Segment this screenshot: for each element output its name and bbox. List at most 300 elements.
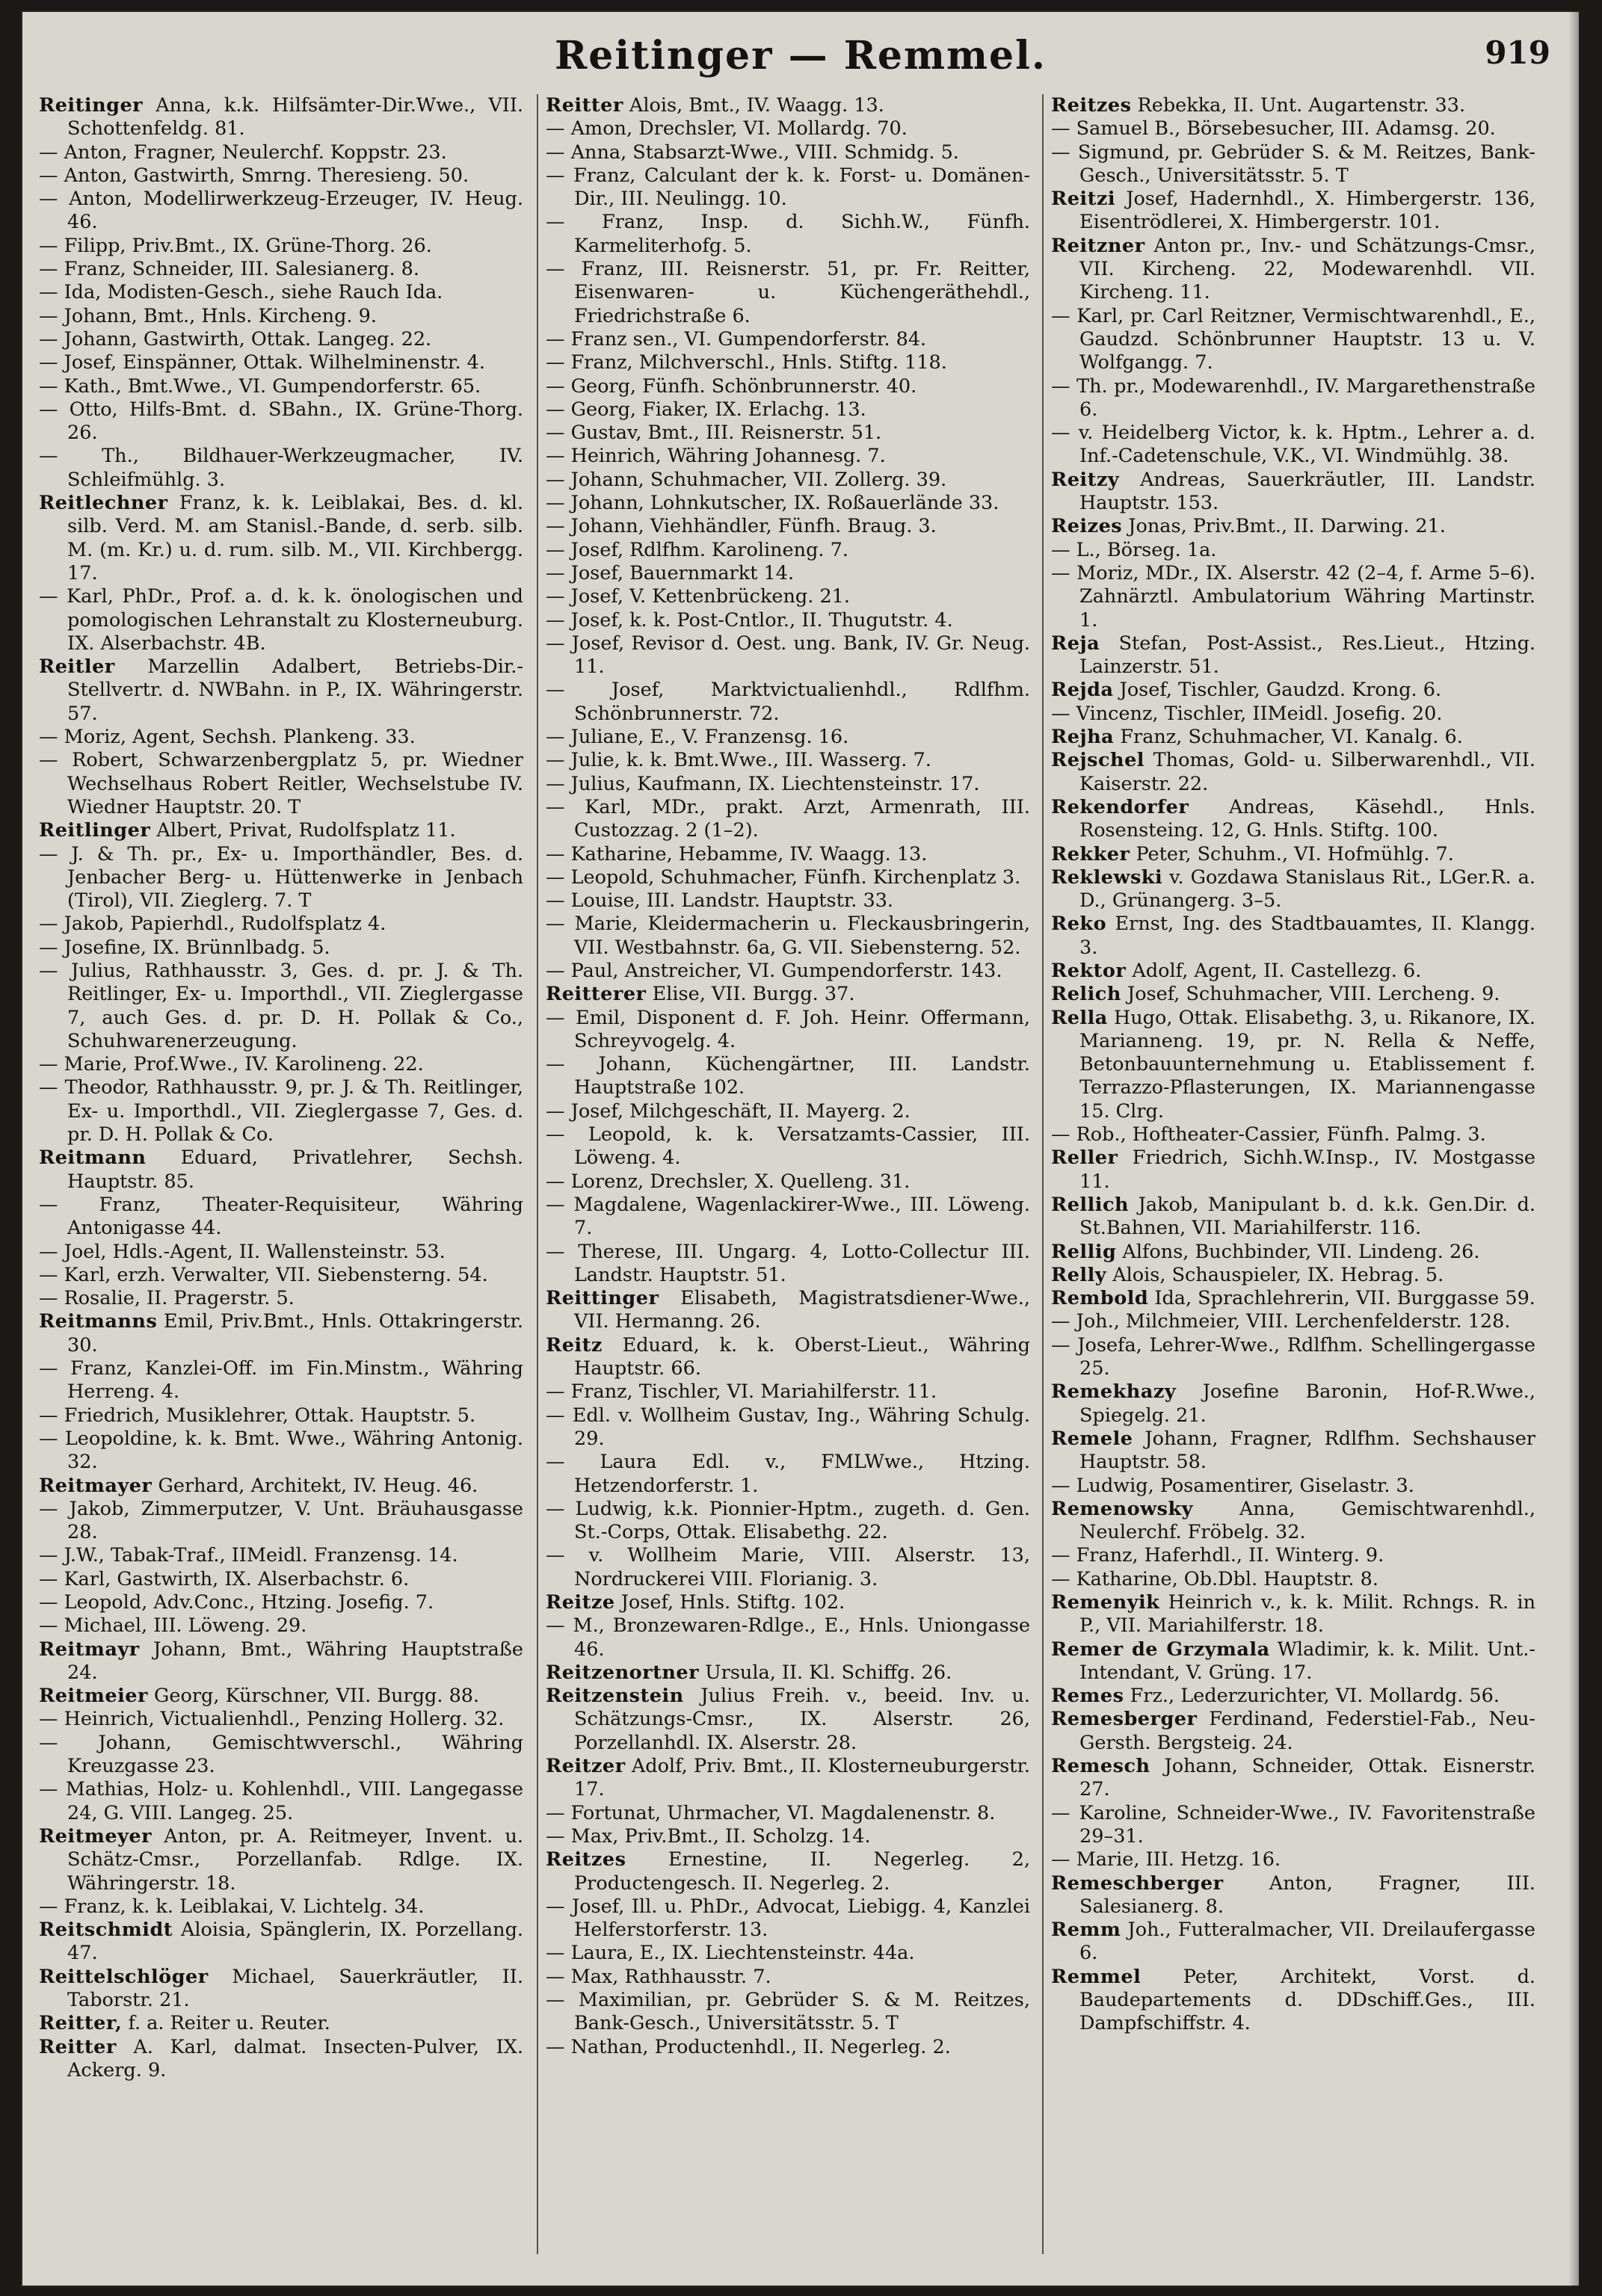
directory-entry: [1051, 305, 1535, 375]
entry-details: — Michael, III. Löweng. 29.: [39, 1614, 307, 1638]
entry-details: — Georg, Fiaker, IX. Erlachg. 13.: [546, 398, 866, 421]
entry-details: — Karl, PhDr., Prof. a. d. k. k. önologischen und pomologischen Lehranstalt zu Klosterneuburg. IX. Alserbachstr. 4B.: [39, 585, 523, 655]
directory-entry: [546, 1989, 1030, 2036]
entry-details: — Josef, V. Kettenbrückeng. 21.: [546, 585, 851, 608]
column-1: [39, 94, 523, 2082]
directory-entry: [39, 1498, 523, 1545]
entry-surname: Reller: [1051, 1147, 1118, 1170]
entry-details: — Jakob, Zimmerputzer, V. Unt. Bräuhausgasse 28.: [39, 1497, 523, 1544]
entry-surname: Remeschberger: [1051, 1871, 1224, 1895]
directory-entry: [1051, 1123, 1535, 1147]
directory-entry: [39, 819, 523, 842]
entry-details: — Marie, III. Hetzg. 16.: [1051, 1848, 1281, 1871]
entry-details: Heinrich v., k. k. Milit. Rchngs. R. in P., VII. Mariahilferstr. 18.: [1079, 1591, 1535, 1638]
directory-entry: [546, 328, 1030, 351]
directory-entry: [546, 398, 1030, 422]
directory-entry: [39, 1076, 523, 1147]
entry-surname: Reitlechner: [39, 492, 168, 515]
entry-details: — Franz, Haferhdl., II. Winterg. 9.: [1051, 1544, 1384, 1567]
directory-entry: [39, 328, 523, 351]
directory-entry: [1051, 469, 1535, 516]
directory-entry: [39, 960, 523, 1053]
entry-details: — Amon, Drechsler, VI. Mollardg. 70.: [546, 117, 908, 141]
directory-entry: [1051, 1591, 1535, 1638]
directory-entry: [546, 889, 1030, 913]
directory-entry: [39, 1357, 523, 1404]
entry-details: — Franz, III. Reisnerstr. 51, pr. Fr. Reitter, Eisenwaren- u. Küchengeräthehdl., Friedrichstraße 6.: [546, 258, 1030, 327]
entry-surname: Reitzner: [1051, 234, 1145, 257]
directory-entry: [1051, 866, 1535, 913]
entry-details: — Marie, Prof.Wwe., IV. Karolineng. 22.: [39, 1053, 424, 1076]
entry-details: — Therese, III. Ungarg. 4, Lotto-Collectur III. Landstr. Hauptstr. 51.: [546, 1240, 1030, 1286]
entry-surname: Remele: [1051, 1427, 1133, 1450]
entry-details: Josef, Schuhmacher, VIII. Lercheng. 9.: [1121, 983, 1500, 1006]
directory-entry: [39, 235, 523, 258]
entry-details: — Nathan, Productenhdl., II. Negerleg. 2.: [546, 2035, 951, 2058]
entry-details: — Johann, Lohnkutscher, IX. Roßauerlände 33.: [546, 492, 999, 515]
page-header: [21, 27, 1580, 87]
entry-details: Albert, Privat, Rudolfsplatz 11.: [150, 819, 456, 842]
directory-entry: [546, 141, 1030, 164]
directory-entry: [39, 913, 523, 936]
entry-details: — Otto, Hilfs-Bmt. d. SBahn., IX. Grüne-Thorg. 26.: [39, 398, 523, 445]
directory-entry: [1051, 117, 1535, 141]
entry-details: Rebekka, II. Unt. Augartenstr. 33.: [1131, 94, 1466, 117]
directory-entry: [39, 258, 523, 281]
directory-entry: [1051, 1475, 1535, 1498]
entry-details: — Franz, Kanzlei-Off. im Fin.Minstm., Währing Herreng. 4.: [39, 1357, 523, 1404]
entry-details: A. Karl, dalmat. Insecten-Pulver, IX. Ackerg. 9.: [67, 2035, 523, 2081]
directory-entry: [1051, 1544, 1535, 1567]
directory-entry: [1051, 983, 1535, 1006]
entry-details: Elisabeth, Magistratsdiener-Wwe., VII. Hermanng. 26.: [574, 1287, 1030, 1333]
directory-entry: [39, 164, 523, 188]
directory-entry: [546, 983, 1030, 1006]
directory-entry: [39, 1685, 523, 1708]
entry-details: — v. Heidelberg Victor, k. k. Hptm., Lehrer a. d. Inf.-Cadetenschule, V.K., VI. Windmühlg. 38.: [1051, 422, 1535, 468]
directory-entry: [1051, 1708, 1535, 1755]
entry-details: Adolf, Agent, II. Castellezg. 6.: [1126, 959, 1422, 982]
directory-entry: [546, 1053, 1030, 1100]
directory-entry: [546, 632, 1030, 679]
entry-details: — Franz, Milchverschl., Hnls. Stiftg. 118.: [546, 351, 947, 374]
entry-details: — Robert, Schwarzenbergplatz 5, pr. Wiedner Wechselhaus Robert Reitler, Wechselstube IV. Wiedner Hauptstr. 20. T: [39, 749, 523, 818]
entry-details: Alfons, Buchbinder, VII. Lindeng. 26.: [1116, 1240, 1480, 1263]
entry-details: Aloisia, Spänglerin, IX. Porzellang. 47.: [67, 1919, 523, 1965]
entry-surname: Reitinger: [39, 94, 144, 117]
entry-details: — Georg, Fünfh. Schönbrunnerstr. 40.: [546, 374, 917, 398]
entry-surname: Remer de Grzymala: [1051, 1638, 1270, 1661]
directory-entry: [39, 1241, 523, 1264]
directory-entry: [1051, 141, 1535, 188]
directory-entry: [39, 843, 523, 913]
directory-entry: [546, 562, 1030, 585]
directory-entry: [546, 469, 1030, 492]
directory-entry: [546, 1802, 1030, 1825]
entry-details: — v. Wollheim Marie, VIII. Alserstr. 13, Nordruckerei VIII. Florianig. 3.: [546, 1544, 1030, 1590]
directory-entry: [546, 515, 1030, 538]
entry-details: Alois, Schauspieler, IX. Hebrag. 5.: [1106, 1263, 1444, 1286]
entry-details: — Josef, Bauernmarkt 14.: [546, 561, 795, 584]
directory-entry: [546, 258, 1030, 328]
entry-details: — Karl, MDr., prakt. Arzt, Armenrath, III. Custozzag. 2 (1–2).: [546, 795, 1030, 842]
directory-entry: [39, 726, 523, 749]
entry-details: f. a. Reiter u. Reuter.: [122, 2012, 330, 2035]
directory-entry: [1051, 1310, 1535, 1333]
page-title: Reitinger — Remmel.: [555, 33, 1047, 78]
entry-details: — Moriz, MDr., IX. Alserstr. 42 (2–4, f. Arme 5–6). Zahnärztl. Ambulatorium Währing Martinstr. 1.: [1051, 561, 1535, 632]
entry-details: — Vincenz, Tischler, IIMeidl. Josefig. 20.: [1051, 702, 1443, 725]
entry-details: Marzellin Adalbert, Betriebs-Dir.-Stellvertr. d. NWBahn. in P., IX. Währingerstr. 57.: [67, 655, 523, 725]
entry-surname: Reitmayr: [39, 1638, 140, 1661]
directory-entry: [39, 1147, 523, 1194]
entry-details: — Fortunat, Uhrmacher, VI. Magdalenenstr. 8.: [546, 1801, 996, 1824]
entry-details: Franz, Schuhmacher, VI. Kanalg. 6.: [1114, 726, 1463, 749]
directory-entry: [1051, 1498, 1535, 1545]
directory-entry: [1051, 1685, 1535, 1708]
directory-entry: [546, 1895, 1030, 1942]
entry-surname: Reitzer: [546, 1755, 626, 1778]
directory-entry: [39, 1919, 523, 1966]
entry-details: Ernestine, II. Negerleg. 2, Productengesch. II. Negerleg. 2.: [574, 1848, 1030, 1895]
entry-details: — Sigmund, pr. Gebrüder S. & M. Reitzes, Bank-Gesch., Universitätsstr. 5. T: [1051, 141, 1535, 187]
directory-entry: [546, 796, 1030, 843]
directory-entry: [39, 1475, 523, 1498]
entry-details: — Laura, E., IX. Liechtensteinstr. 44a.: [546, 1942, 915, 1965]
directory-entry: [1051, 1264, 1535, 1287]
entry-surname: Reklewski: [1051, 865, 1163, 889]
entry-details: Johann, Schneider, Ottak. Eisnerstr. 27.: [1079, 1755, 1535, 1801]
directory-entry: [1051, 1802, 1535, 1849]
entry-details: — Paul, Anstreicher, VI. Gumpendorferstr. 143.: [546, 959, 1002, 982]
entry-surname: Remes: [1051, 1685, 1124, 1708]
directory-entry: [1051, 796, 1535, 843]
directory-entry: [39, 1264, 523, 1287]
entry-surname: Rella: [1051, 1006, 1108, 1029]
directory-entry: [546, 1404, 1030, 1451]
entry-details: — Josef, Einspänner, Ottak. Wilhelminenstr. 4.: [39, 351, 485, 374]
entry-details: — Johann, Bmt., Hnls. Kircheng. 9.: [39, 304, 377, 327]
directory-entry: [39, 1708, 523, 1731]
directory-entry: [546, 94, 1030, 117]
entry-details: — Karoline, Schneider-Wwe., IV. Favoritenstraße 29–31.: [1051, 1801, 1535, 1848]
directory-entry: [546, 726, 1030, 749]
entry-surname: Reitter: [39, 2035, 117, 2058]
entry-details: — Anton, Modellirwerkzeug-Erzeuger, IV. Heug. 46.: [39, 188, 523, 234]
entry-details: — Th. pr., Modewarenhdl., IV. Margarethenstraße 6.: [1051, 374, 1535, 421]
directory-entry: [546, 1380, 1030, 1404]
entry-surname: Reitzenortner: [546, 1661, 700, 1684]
entry-details: Elise, VII. Burgg. 37.: [646, 983, 855, 1006]
entry-surname: Remekhazy: [1051, 1380, 1177, 1404]
directory-entry: [39, 1825, 523, 1895]
entry-details: — Josef, Ill. u. PhDr., Advocat, Liebigg. 4, Kanzlei Helferstorferstr. 13.: [546, 1895, 1030, 1942]
entry-details: — Lorenz, Drechsler, X. Quelleng. 31.: [546, 1170, 911, 1193]
directory-entry: [1051, 1194, 1535, 1241]
entry-details: — Heinrich, Victualienhdl., Penzing Hollerg. 32.: [39, 1708, 505, 1731]
entry-surname: Remenyik: [1051, 1591, 1160, 1614]
directory-entry: [39, 1895, 523, 1919]
entry-details: — Jakob, Papierhdl., Rudolfsplatz 4.: [39, 913, 386, 936]
entry-details: — Johann, Gastwirth, Ottak. Langeg. 22.: [39, 327, 432, 351]
directory-entry: [1051, 913, 1535, 960]
entry-surname: Reitze: [546, 1591, 615, 1614]
entry-details: — Katharine, Hebamme, IV. Waagg. 13.: [546, 842, 928, 865]
entry-details: Josefine Baronin, Hof-R.Wwe., Spiegelg. 21.: [1079, 1380, 1535, 1427]
directory-entry: [1051, 562, 1535, 632]
directory-entry: [546, 1966, 1030, 1989]
entry-details: Thomas, Gold- u. Silberwarenhdl., VII. Kaiserstr. 22.: [1079, 749, 1535, 795]
directory-entry: [546, 1614, 1030, 1661]
directory-entry: [546, 1007, 1030, 1054]
entry-details: — Rob., Hoftheater-Cassier, Fünfh. Palmg. 3.: [1051, 1123, 1486, 1147]
directory-entry: [546, 609, 1030, 632]
directory-entry: [1051, 188, 1535, 235]
entry-surname: Reko: [1051, 913, 1107, 936]
column-divider: [537, 94, 538, 2254]
entry-details: Ernst, Ing. des Stadtbauamtes, II. Klangg. 3.: [1079, 913, 1535, 959]
entry-details: Hugo, Ottak. Elisabethg. 3, u. Rikanore, IX. Marianneng. 19, pr. N. Rella & Neffe, Betonbauunternehmung u. Etablissement f. Terrazzo-Pflasterungen, IX. Mariannengasse 15. Clrg.: [1079, 1006, 1535, 1123]
entry-details: — Heinrich, Währing Johannesg. 7.: [546, 445, 886, 468]
entry-details: Joh., Futteralmacher, VII. Dreilaufergasse 6.: [1079, 1919, 1535, 1965]
directory-entry: [1051, 375, 1535, 422]
entry-details: Anna, k.k. Hilfsämter-Dir.Wwe., VII. Schottenfeldg. 81.: [67, 94, 523, 141]
directory-entry: [39, 585, 523, 655]
directory-entry: [39, 1591, 523, 1614]
directory-entry: [546, 585, 1030, 608]
entry-details: — Leopold, Schuhmacher, Fünfh. Kirchenplatz 3.: [546, 865, 1021, 889]
directory-entry: [546, 1942, 1030, 1965]
directory-entry: [39, 141, 523, 164]
directory-entry: [1051, 749, 1535, 796]
entry-surname: Reitz: [546, 1333, 603, 1357]
directory-entry: [546, 1825, 1030, 1848]
directory-entry: [1051, 843, 1535, 866]
entry-details: — Max, Priv.Bmt., II. Scholzg. 14.: [546, 1824, 871, 1848]
entry-surname: Reitzenstein: [546, 1685, 684, 1708]
entry-details: — Johann, Küchengärtner, III. Landstr. Hauptstraße 102.: [546, 1053, 1030, 1099]
directory-page: [21, 10, 1580, 2287]
entry-details: Eduard, k. k. Oberst-Lieut., Währing Hauptstr. 66.: [574, 1333, 1030, 1380]
entry-details: — Julius, Kaufmann, IX. Liechtensteinstr. 17.: [546, 772, 980, 795]
entry-details: — Emil, Disponent d. F. Joh. Heinr. Offermann, Schreyvogelg. 4.: [546, 1006, 1030, 1052]
directory-entry: [39, 351, 523, 374]
entry-details: Ida, Sprachlehrerin, VII. Burggasse 59.: [1148, 1287, 1535, 1310]
entry-details: — Franz, Insp. d. Sichh.W., Fünfh. Karmeliterhofg. 5.: [546, 211, 1030, 257]
entry-surname: Rejha: [1051, 726, 1115, 749]
entry-surname: Reitzes: [1051, 94, 1132, 117]
entry-surname: Reitterer: [546, 983, 647, 1006]
entry-surname: Reitzes: [546, 1848, 626, 1871]
entry-surname: Reizes: [1051, 515, 1123, 538]
directory-entry: [1051, 1428, 1535, 1475]
directory-entry: [546, 351, 1030, 374]
directory-entry: [546, 1334, 1030, 1381]
directory-entry: [1051, 703, 1535, 726]
directory-entry: [1051, 1638, 1535, 1685]
entry-details: — Rosalie, II. Pragerstr. 5.: [39, 1287, 295, 1310]
directory-entry: [546, 445, 1030, 468]
directory-entry: [39, 94, 523, 141]
directory-entry: [546, 539, 1030, 562]
column-3: [1051, 94, 1535, 2036]
directory-entry: [546, 1661, 1030, 1685]
entry-details: — Josefa, Lehrer-Wwe., Rdlfhm. Schellingergasse 25.: [1051, 1333, 1535, 1380]
entry-details: — Leopold, k. k. Versatzamts-Cassier, III. Löweng. 4.: [546, 1123, 1030, 1170]
entry-details: Franz, k. k. Leiblakai, Bes. d. kl. silb. Verd. M. am Stanisl.-Bande, d. serb. silb. M. (m. Kr.) u. d. rum. silb. M., VII. Kirchbergg. 17.: [67, 492, 523, 584]
directory-entry: [546, 1451, 1030, 1498]
entry-details: Andreas, Käsehdl., Hnls. Rosensteing. 12, G. Hnls. Stiftg. 100.: [1079, 795, 1535, 842]
directory-entry: [39, 1053, 523, 1076]
entry-details: — Franz, Theater-Requisiteur, Währing Antonigasse 44.: [39, 1193, 523, 1240]
entry-details: — L., Börseg. 1a.: [1051, 538, 1217, 561]
page-edge-shadow: [1568, 10, 1580, 2287]
directory-entry: [546, 1848, 1030, 1895]
entry-details: — Ludwig, Posamentirer, Giselastr. 3.: [1051, 1474, 1414, 1497]
entry-details: — Franz, Schneider, III. Salesianerg. 8.: [39, 258, 419, 281]
directory-entry: [1051, 1147, 1535, 1194]
entry-details: — Anton, Gastwirth, Smrng. Theresieng. 50.: [39, 164, 469, 187]
directory-entry: [546, 749, 1030, 772]
entry-details: — Th., Bildhauer-Werkzeugmacher, IV. Schleifmühlg. 3.: [39, 445, 523, 491]
directory-entry: [546, 1591, 1030, 1614]
entry-details: — Ludwig, k.k. Pionnier-Hptm., zugeth. d. Gen. St.-Corps, Ottak. Elisabethg. 22.: [546, 1497, 1030, 1544]
directory-entry: [1051, 679, 1535, 702]
entry-details: — Louise, III. Landstr. Hauptstr. 33.: [546, 889, 894, 913]
directory-entry: [546, 1170, 1030, 1194]
entry-details: Adolf, Priv. Bmt., II. Klosterneuburgerstr. 17.: [574, 1755, 1030, 1801]
entry-surname: Remesch: [1051, 1755, 1150, 1778]
directory-entry: [39, 1732, 523, 1779]
entry-surname: Reitmeyer: [39, 1824, 153, 1848]
entry-details: — Johann, Viehhändler, Fünfh. Braug. 3.: [546, 515, 937, 538]
entry-surname: Remm: [1051, 1919, 1121, 1942]
directory-entry: [39, 188, 523, 235]
directory-entry: [546, 2036, 1030, 2059]
entry-details: — Kath., Bmt.Wwe., VI. Gumpendorferstr. 65.: [39, 374, 481, 398]
entry-details: Alois, Bmt., IV. Waagg. 13.: [623, 94, 884, 117]
entry-details: — Franz, Calculant der k. k. Forst- u. Domänen-Dir., III. Neulingg. 10.: [546, 164, 1030, 211]
entry-surname: Rembold: [1051, 1287, 1149, 1310]
entry-details: Johann, Fragner, Rdlfhm. Sechshauser Hauptstr. 58.: [1079, 1427, 1535, 1474]
entry-details: — Johann, Schuhmacher, VII. Zollerg. 39.: [546, 468, 947, 491]
entry-details: — Franz, k. k. Leiblakai, V. Lichtelg. 34.: [39, 1895, 425, 1918]
entry-details: — Friedrich, Musiklehrer, Ottak. Hauptstr. 5.: [39, 1404, 476, 1427]
directory-entry: [1051, 1287, 1535, 1310]
entry-surname: Reitler: [39, 655, 115, 679]
entry-details: Ferdinand, Federstiel-Fab., Neu-Gersth. Bergsteig. 24.: [1079, 1708, 1535, 1754]
directory-entry: [546, 1287, 1030, 1334]
directory-entry: [39, 1404, 523, 1428]
entry-details: — Leopoldine, k. k. Bmt. Wwe., Währing Antonig. 32.: [39, 1427, 523, 1474]
directory-entry: [546, 1498, 1030, 1545]
entry-details: v. Gozdawa Stanislaus Rit., LGer.R. a. D., Grünangerg. 3–5.: [1079, 865, 1535, 913]
entry-details: — Marie, Kleidermacherin u. Fleckausbringerin, VII. Westbahnstr. 6a, G. VII. Siebensterng. 52.: [546, 913, 1030, 959]
page-number: 919: [1485, 34, 1550, 71]
entry-details: — Magdalene, Wagenlackirer-Wwe., III. Löweng. 7.: [546, 1193, 1030, 1240]
directory-entry: [546, 1100, 1030, 1123]
entry-details: — Joh., Milchmeier, VIII. Lerchenfelderstr. 128.: [1051, 1310, 1511, 1333]
directory-entry: [546, 1755, 1030, 1802]
directory-entry: [39, 1544, 523, 1567]
entry-details: — J.W., Tabak-Traf., IIMeidl. Franzensg. 14.: [39, 1544, 458, 1567]
entry-details: Emil, Priv.Bmt., Hnls. Ottakringerstr. 30.: [67, 1310, 523, 1357]
entry-surname: Relich: [1051, 983, 1121, 1006]
directory-entry: [39, 305, 523, 328]
directory-entry: [546, 1685, 1030, 1755]
directory-entry: [39, 1568, 523, 1591]
directory-entry: [546, 422, 1030, 445]
entry-details: — Laura Edl. v., FMLWwe., Htzing. Hetzendorferstr. 1.: [546, 1451, 1030, 1497]
directory-entry: [39, 936, 523, 960]
directory-entry: [1051, 422, 1535, 469]
directory-entry: [546, 913, 1030, 960]
entry-details: — Ida, Modisten-Gesch., siehe Rauch Ida.: [39, 281, 443, 304]
directory-entry: [546, 960, 1030, 983]
entry-details: — Josef, Milchgeschäft, II. Mayerg. 2.: [546, 1099, 911, 1123]
entry-surname: Reitmeier: [39, 1685, 148, 1708]
entry-details: — Josef, Marktvictualienhdl., Rdlfhm. Schönbrunnerstr. 72.: [546, 679, 1030, 725]
entry-surname: Rekendorfer: [1051, 795, 1189, 818]
directory-entry: [39, 1778, 523, 1825]
column-divider: [1042, 94, 1044, 2254]
entry-details: — Anton, Fragner, Neulerchf. Koppstr. 23.: [39, 141, 447, 164]
entry-surname: Rellich: [1051, 1193, 1130, 1216]
entry-surname: Reittelschlöger: [39, 1965, 209, 1988]
directory-entry: [1051, 632, 1535, 679]
entry-details: — Mathias, Holz- u. Kohlenhdl., VIII. Langegasse 24, G. VIII. Langeg. 25.: [39, 1778, 523, 1824]
directory-entry: [39, 1287, 523, 1310]
entry-details: Wladimir, k. k. Milit. Unt.-Intendant, V. Grüng. 17.: [1079, 1638, 1535, 1684]
directory-entry: [1051, 1380, 1535, 1428]
entry-surname: Rekker: [1051, 842, 1130, 865]
entry-details: — Theodor, Rathhausstr. 9, pr. J. & Th. Reitlinger, Ex- u. Importhdl., VII. Zieglergasse 7, Ges. d. pr. D. H. Pollak & Co.: [39, 1076, 523, 1147]
entry-surname: Reitzi: [1051, 188, 1116, 211]
directory-entry: [39, 445, 523, 492]
entry-details: — Katharine, Ob.Dbl. Hauptstr. 8.: [1051, 1567, 1378, 1590]
directory-entry: [39, 1638, 523, 1685]
directory-entry: [1051, 1334, 1535, 1381]
entry-surname: Reitzy: [1051, 468, 1120, 491]
entry-details: Friedrich, Sichh.W.Insp., IV. Mostgasse 11.: [1079, 1147, 1535, 1193]
entry-surname: Reitmayer: [39, 1474, 153, 1497]
directory-entry: [39, 749, 523, 819]
entry-details: — Anna, Stabsarzt-Wwe., VIII. Schmidg. 5.: [546, 141, 959, 164]
directory-entry: [39, 1194, 523, 1241]
directory-entry: [1051, 726, 1535, 749]
directory-entry: [39, 375, 523, 398]
directory-entry: [39, 1428, 523, 1475]
entry-surname: Rektor: [1051, 959, 1127, 982]
entry-surname: Remenowsky: [1051, 1497, 1193, 1520]
directory-entry: [1051, 1872, 1535, 1919]
directory-entry: [1051, 1755, 1535, 1802]
entry-details: Stefan, Post-Assist., Res.Lieut., Htzing. Lainzerstr. 51.: [1079, 632, 1535, 679]
entry-details: — Karl, pr. Carl Reitzner, Vermischtwarenhdl., E., Gaudzd. Schönbrunner Hauptstr. 13 u. V. Wolfgangg. 7.: [1051, 304, 1535, 374]
entry-details: Frz., Lederzurichter, VI. Mollardg. 56.: [1124, 1685, 1500, 1708]
entry-details: Josef, Tischler, Gaudzd. Krong. 6.: [1113, 679, 1442, 702]
entry-details: — Johann, Gemischtwverschl., Währing Kreuzgasse 23.: [39, 1731, 523, 1778]
entry-details: — Joel, Hdls.-Agent, II. Wallensteinstr. 53.: [39, 1240, 446, 1263]
directory-entry: [546, 1241, 1030, 1288]
entry-details: — Leopold, Adv.Conc., Htzing. Josefig. 7.: [39, 1591, 434, 1614]
entry-surname: Remmel: [1051, 1965, 1142, 1988]
entry-details: Josef, Hadernhdl., X. Himbergerstr. 136, Eisentrödlerei, X. Himbergerstr. 101.: [1079, 188, 1535, 234]
directory-entry: [39, 281, 523, 304]
directory-entry: [1051, 1241, 1535, 1264]
entry-details: Jakob, Manipulant b. d. k.k. Gen.Dir. d. St.Bahnen, VII. Mariahilferstr. 116.: [1079, 1193, 1535, 1240]
directory-entry: [39, 1966, 523, 2013]
